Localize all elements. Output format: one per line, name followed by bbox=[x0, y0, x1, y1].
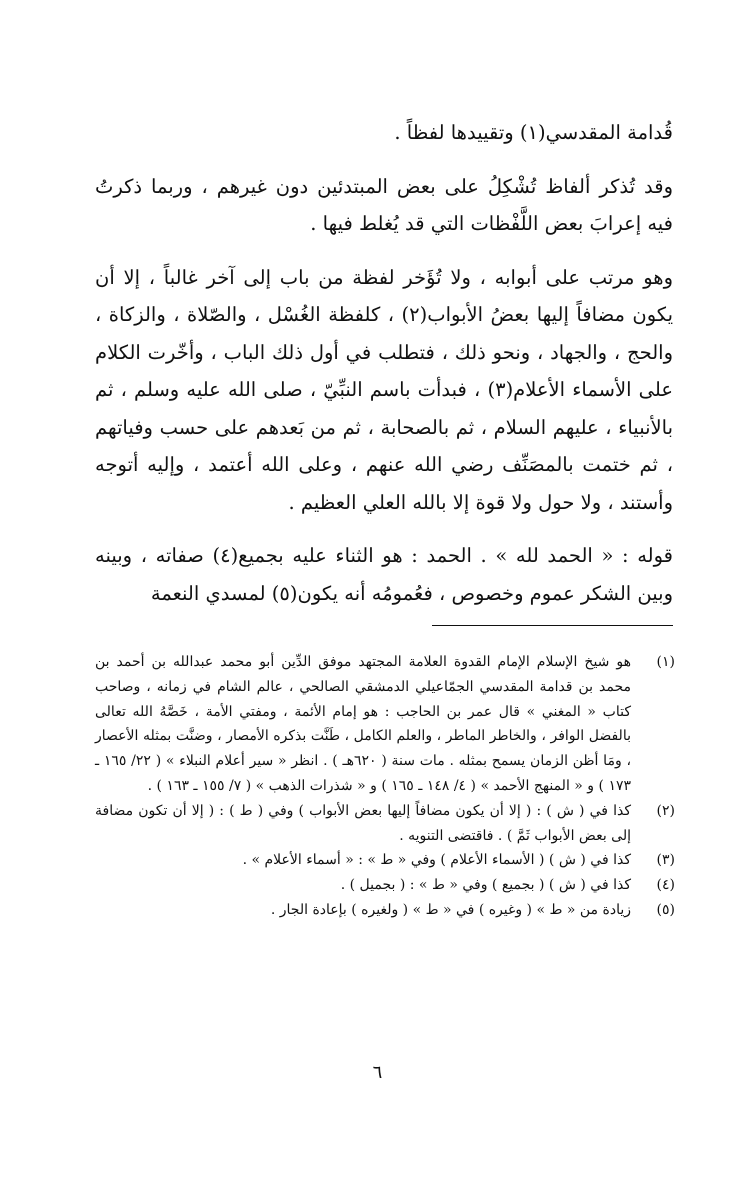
paragraph-3: وهو مرتب على أبوابه ، ولا تُؤَخر لفظة من باب إلى آخر غالباً ، إلا أن يكون مضافاً إليها بعضُ الأبواب(٢) ، كلفظة الغُسْل ، والصّلاة ، والزكاة ، والحج ، والجهاد ، ونحو ذلك ، فتطلب في أول ذلك الباب ، وأخّرت الكلام على الأسماء الأعلام(٣) ، فبدأت باسم النبِّيّ ، صلى الله عليه وسلم ، ثم بالأنبياء ، عليهم السلام ، ثم بالصحابة ، ثم من بَعدهم على حسب وفياتهم ، ثم ختمت بالمصَنِّف رضي الله عنهم ، وعلى الله أعتمد ، وإليه أتوجه وأستند ، ولا حول ولا قوة إلا بالله العلي العظيم . bbox=[95, 265, 673, 514]
footnote-number: (٤) bbox=[656, 877, 675, 894]
footnote-number: (٣) bbox=[656, 852, 675, 869]
footnote-1 bbox=[95, 650, 675, 799]
paragraph-2: وقد تُذكر ألفاظ تُشْكِلُ على بعض المبتدئين دون غيرهم ، وربما ذكرتُ فيه إعرابَ بعض اللَّفْظات التي قد يُغلط فيها . bbox=[95, 174, 673, 235]
footnote-5 bbox=[95, 898, 675, 923]
page-number: ٦ bbox=[372, 1062, 383, 1083]
footnote-4 bbox=[95, 873, 675, 898]
footnote-divider bbox=[432, 625, 673, 626]
paragraph-1: قُدامة المقدسي(١) وتقييدها لفظاً . bbox=[394, 121, 673, 144]
footnote-number: (١) bbox=[656, 654, 675, 670]
footnote-number: (٢) bbox=[656, 802, 675, 819]
footnote-text: كذا في ( ش ) : ( إلا أن يكون مضافاً إليها بعض الأبواب ) وفي ( ط ) : ( إلا أن تكون مضافة إلى بعض الأبواب ثَمَّ ) . فاقتضى التنويه . bbox=[95, 802, 631, 844]
footnote-number: (٥) bbox=[656, 901, 675, 918]
footnote-text: كذا في ( ش ) ( الأسماء الأعلام ) وفي « ط » : « أسماء الأعلام » . bbox=[242, 852, 631, 869]
footnote-text: زيادة من « ط » ( وغيره ) في « ط » ( ولغيره ) بإعادة الجار . bbox=[270, 901, 631, 918]
footnotes bbox=[95, 650, 675, 923]
footnote-text: هو شيخ الإسلام الإمام القدوة العلامة المجتهد موفق الدِّين أبو محمد عبدالله بن أحمد بن محمد بن قدامة المقدسي الجمّاعيلي الدمشقي الصالحي ، عالم الشام في زمانه ، وصاحب كتاب « المغني » قال عمر بن الحاجب : هو إمام الأئمة ، ومفتي الأمة ، خَصَّهُ الله تعالى بالفضل الوافر ، والخاطر الماطر ، والعلم الكامل ، طَنَّت بذكره الأمصار ، وضنَّت بمثله الأعصار ، ومَا أظن الزمان يسمح بمثله . مات سنة ( ٦٢٠هـ ) . انظر « سير أعلام النبلاء » ( ٢٢/ ١٦٥ ـ ١٧٣ ) و « المنهج الأحمد » ( ٤/ ١٤٨ ـ ١٦٥ ) و « شذرات الذهب » ( ٧/ ١٥٥ ـ ١٦٣ ) . bbox=[95, 654, 632, 794]
footnote-3 bbox=[95, 848, 675, 873]
main-text bbox=[95, 114, 673, 612]
footnote-text: كذا في ( ش ) ( بجميع ) وفي « ط » : ( بجميل ) . bbox=[340, 877, 631, 894]
paragraph-4: قوله : « الحمد لله » . الحمد : هو الثناء عليه بجميع(٤) صفاته ، وبينه وبين الشكر عموم وخصوص ، فعُمومُه أنه يكون(٥) لمسدي النعمة bbox=[95, 544, 673, 605]
footnote-2 bbox=[95, 799, 675, 849]
